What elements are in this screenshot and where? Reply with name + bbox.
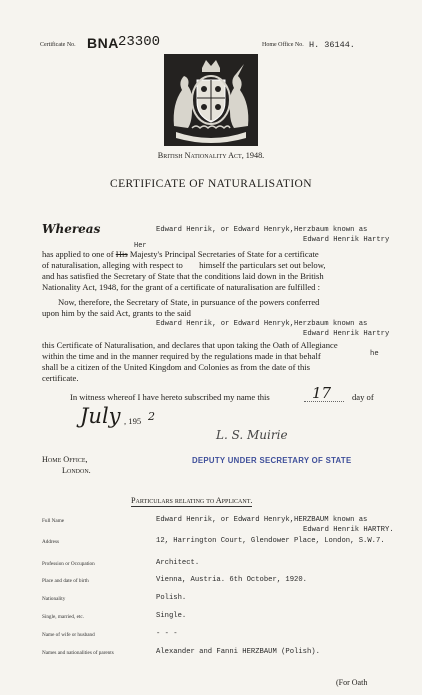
occupation-value: Architect.: [156, 559, 200, 567]
occupation-label: Profession or Occupation: [42, 561, 95, 567]
deputy-secretary-stamp: DEPUTY UNDER SECRETARY OF STATE: [192, 456, 352, 465]
home-office-number: H. 36144.: [309, 40, 355, 50]
spouse-label: Name of wife or husband: [42, 632, 95, 638]
para1-line2: [42, 260, 326, 271]
certificate-number: 23300: [118, 34, 161, 50]
address-label: Address: [42, 539, 60, 545]
para1-line1-start: has applied to one of: [42, 249, 114, 259]
day-of-label: day of: [352, 392, 374, 402]
para2-line6: certificate.: [42, 373, 79, 383]
birth-label: Place and date of birth: [42, 578, 89, 584]
para2-line4: within the time and in the manner required by the regulations made in that behalf: [42, 351, 321, 361]
month-handwritten: July: [80, 404, 121, 428]
day-handwritten: 17: [312, 384, 332, 402]
nationality-label: Nationality: [42, 596, 66, 602]
witness-text: In witness whereof I have hereto subscribed my name this: [70, 392, 270, 402]
applicant-name-line1: Edward Henrik, or Edward Henryk,Herzbaum known as: [156, 226, 368, 234]
home-office-line1: Home Office,: [42, 455, 88, 464]
para1-line1-end: Majesty's Principal Secretaries of State for a certificate: [129, 249, 319, 259]
applicant-name-line2: Edward Henrik Hartry: [303, 236, 390, 244]
signature-handwritten: L. S. Muirie: [216, 428, 288, 442]
whereas-heading: Whereas: [42, 222, 101, 236]
para1-line4: Nationality Act, 1948, for the grant of a certificate of naturalisation are fulfilled :: [42, 282, 320, 292]
birth-value: Vienna, Austria. 6th October, 1920.: [156, 576, 307, 584]
year-prefix: , 195: [124, 416, 142, 426]
nationality-value: Polish.: [156, 594, 187, 602]
pronoun-he: he: [370, 350, 379, 358]
marital-status-label: Single, married, etc.: [42, 614, 84, 620]
para2-line2: upon him by the said Act, grants to the said: [42, 308, 191, 318]
home-office-line2: London.: [62, 466, 91, 475]
royal-coat-of-arms-emblem: [164, 54, 258, 146]
certificate-series: BNA: [87, 35, 119, 51]
footer-oath-note: (For Oath: [336, 678, 368, 687]
full-name-value-line2: Edward Henrik HARTRY.: [303, 526, 394, 534]
para1-line2-start: of naturalisation, alleging with respect to: [42, 260, 183, 270]
year-handwritten: 2: [148, 410, 155, 423]
certificate-title: CERTIFICATE OF NATURALISATION: [110, 178, 312, 190]
address-value: 12, Harrington Court, Glendower Place, London, S.W.7.: [156, 537, 385, 545]
para2-line3: this Certificate of Naturalisation, and declares that upon taking the Oath of Allegiance: [42, 340, 338, 350]
coat-of-arms-icon: [164, 54, 258, 146]
marital-status-value: Single.: [156, 612, 187, 620]
para2-line5: shall be a citizen of the United Kingdom and Colonies as from the date of this: [42, 362, 311, 372]
full-name-value: Edward Henrik, or Edward Henryk,HERZBAUM known as: [156, 516, 368, 524]
home-office-number-label: Home Office No.: [262, 42, 304, 48]
her-insert: Her: [134, 242, 147, 250]
act-reference: British Nationality Act, 1948.: [157, 151, 265, 160]
para1-line2-end: himself the particulars set out below,: [199, 260, 326, 270]
particulars-heading: Particulars relating to Applicant.: [131, 496, 253, 505]
certificate-number-label: Certificate No.: [40, 42, 76, 48]
parents-value: Alexander and Fanni HERZBAUM (Polish).: [156, 648, 320, 656]
para1-line1: [42, 249, 319, 260]
parents-label: Names and nationalities of parents: [42, 650, 114, 656]
para1-line3: and has satisfied the Secretary of State that the conditions laid down in the British: [42, 271, 324, 281]
grantee-name-line1: Edward Henrik, or Edward Henryk,Herzbaum known as: [156, 320, 368, 328]
grantee-name-line2: Edward Henrik Hartry: [303, 330, 390, 338]
para2-line1: Now, therefore, the Secretary of State, in pursuance of the powers conferred: [58, 297, 320, 307]
full-name-label: Full Name: [42, 518, 65, 524]
day-dotted-line: [304, 401, 344, 402]
spouse-value: - - -: [156, 630, 178, 638]
his-struck: His: [115, 249, 128, 259]
